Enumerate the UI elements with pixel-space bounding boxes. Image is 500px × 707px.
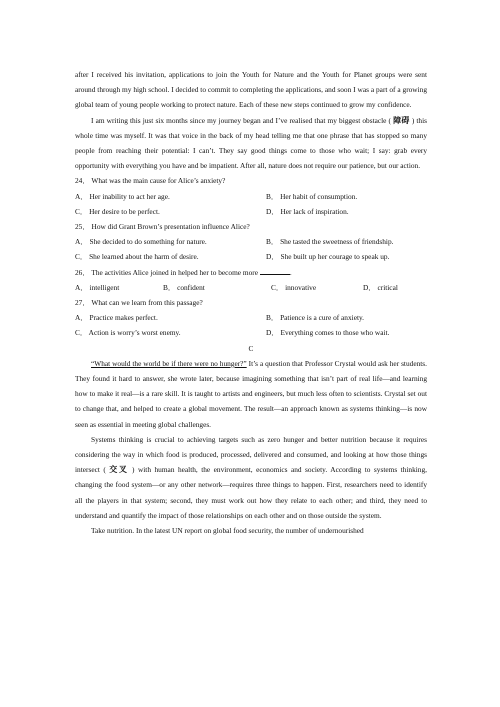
option-a[interactable]: A． Practice makes perfect. bbox=[75, 313, 158, 323]
page-content bbox=[75, 67, 427, 538]
paragraph-text: ) this whole time was myself. It was that voice in the back of my head telling me that one phrase that has stopped so many people from reaching their potential: I can’t. They say good things come to those who wait; I say: grab every opportunity with everything you have and be impatient. After all, nature does not require our patience, but our action. bbox=[75, 115, 428, 171]
question-options bbox=[75, 280, 427, 295]
question-options bbox=[75, 310, 427, 340]
question-stem: 24． What was the main cause for Alice’s anxiety? bbox=[75, 176, 226, 186]
paragraph-text: Systems thinking is crucial to achieving targets such as zero hunger and better nutrition because it requires considering the way in which food is produced, processed, delivered and consumed, and looking at how those things intersect ( bbox=[75, 434, 427, 475]
answer-blank bbox=[260, 268, 290, 275]
passage-b-paragraph-1: after I received his invitation, applications to join the Youth for Nature and the Youth for Planet groups were sent around through my high school. I decided to commit to completing the applications, and soon I was a part of a growing global team of young people working to protect nature. Each of these new steps continued to grow my confidence. bbox=[75, 70, 427, 110]
passage-b-paragraph-2 bbox=[75, 113, 427, 174]
question-stem: 27． What can we learn from this passage? bbox=[75, 298, 203, 308]
option-a[interactable]: A． intelligent bbox=[75, 282, 120, 292]
question-26 bbox=[75, 265, 427, 295]
option-a[interactable]: A． She decided to do something for nature. bbox=[75, 237, 207, 247]
option-b[interactable]: B． Patience is a cure of anxiety. bbox=[266, 313, 365, 323]
option-c[interactable]: C． innovative bbox=[271, 282, 317, 292]
option-a[interactable]: A． Her inability to act her age. bbox=[75, 191, 170, 201]
option-c[interactable]: C． Her desire to be perfect. bbox=[75, 206, 160, 216]
section-c-heading: C bbox=[248, 343, 254, 353]
question-27 bbox=[75, 295, 427, 341]
option-c[interactable]: C． She learned about the harm of desire. bbox=[75, 252, 199, 262]
option-c[interactable]: C． Action is worry’s worst enemy. bbox=[75, 328, 181, 338]
question-stem-line: 26． The activities Alice joined in helped her to become more . bbox=[75, 267, 292, 277]
question-24 bbox=[75, 173, 427, 219]
option-d[interactable]: D． She built up her courage to speak up. bbox=[266, 252, 390, 262]
option-b[interactable]: B． confident bbox=[163, 282, 205, 292]
chinese-gloss-obstacle: 障碍 bbox=[393, 115, 410, 125]
passage-c-paragraph-3: Take nutrition. In the latest UN report on global food security, the number of undernourished bbox=[91, 526, 364, 536]
paragraph-text: It’s a question that Professor Crystal would ask her students. They found it hard to answer, she wrote later, because imagining something that isn’t part of real life—and learning how to make it real—is a rare skill. It is taught to artists and engineers, but much less often to scientists. Crystal set out to change that, and helped to create a global movement. The result—an approach known as systems thinking—is now seen as essential in meeting global challenges. bbox=[75, 358, 427, 429]
question-25 bbox=[75, 219, 427, 265]
passage-c-paragraph-2 bbox=[75, 432, 427, 523]
question-options bbox=[75, 234, 427, 264]
option-b[interactable]: B． She tasted the sweetness of friendship. bbox=[266, 237, 394, 247]
question-stem: 26． The activities Alice joined in helped her to become more bbox=[75, 267, 258, 277]
option-d[interactable]: D． Everything comes to those who wait. bbox=[266, 328, 390, 338]
question-stem: 25． How did Grant Brown’s presentation influence Alice? bbox=[75, 222, 250, 232]
option-b[interactable]: B． Her habit of consumption. bbox=[266, 191, 358, 201]
passage-c-paragraph-1 bbox=[75, 356, 427, 432]
chinese-gloss-intersect: 交叉 bbox=[109, 465, 129, 475]
paragraph-text: ) with human health, the environment, economics and society. According to systems thinking, changing the food system—or any other network—requires three things to happen. First, researchers need to identify all the players in that system; second, they must work out how they relate to each other; and third, they need to understand and quantify the impact of those relationships on each other and on those outside the system. bbox=[75, 465, 427, 520]
underlined-question: “What would the world be if there were no hunger?” bbox=[91, 358, 247, 368]
question-options bbox=[75, 189, 427, 219]
paragraph-text: I am writing this just six months since my journey began and I’ve realised that my biggest obstacle ( bbox=[91, 115, 391, 125]
option-d[interactable]: D． critical bbox=[363, 282, 398, 292]
option-d[interactable]: D． Her lack of inspiration. bbox=[266, 206, 349, 216]
